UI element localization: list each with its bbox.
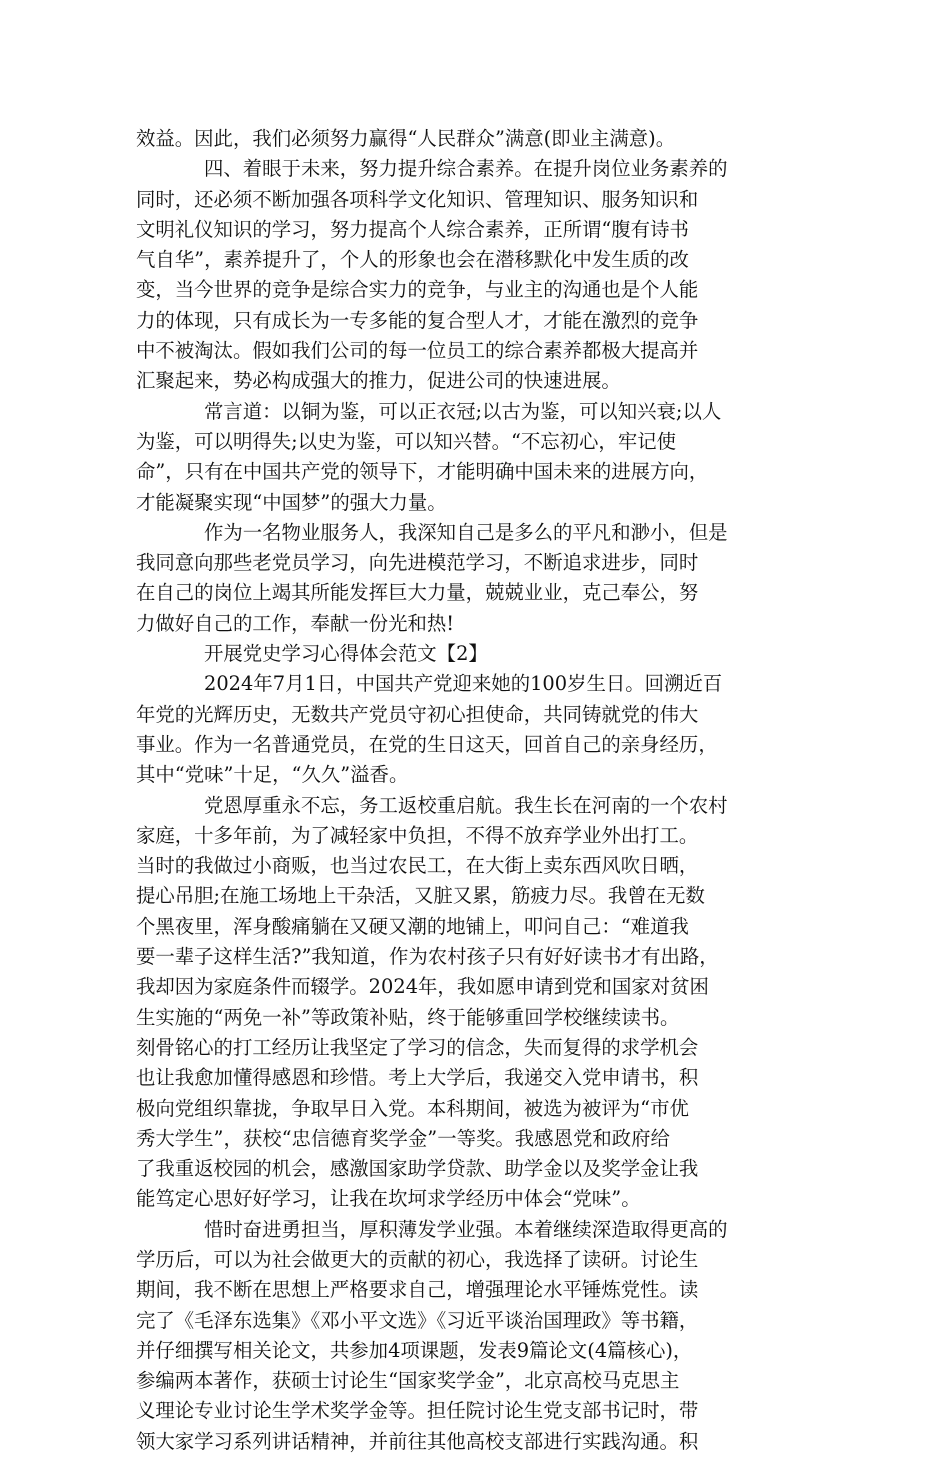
- text-line: 刻骨铭心的打工经历让我坚定了学习的信念，失而复得的求学机会: [136, 1035, 699, 1059]
- text-line: 其中“党味”十足，“久久”溢香。: [136, 763, 409, 787]
- text-line: 了我重返校园的机会，感激国家助学贷款、助学金以及奖学金让我: [136, 1157, 699, 1181]
- text-line: 能笃定心思好好学习，让我在坎坷求学经历中体会“党味”。: [136, 1187, 641, 1211]
- text-line: 才能凝聚实现“中国梦”的强大力量。: [136, 490, 447, 514]
- text-line: 也让我愈加懂得感恩和珍惜。考上大学后，我递交入党申请书，积: [136, 1066, 699, 1090]
- text-line: 提心吊胆;在施工场地上干杂活，又脏又累，筋疲力尽。我曾在无数: [136, 884, 705, 908]
- text-line: 作为一名物业服务人，我深知自己是多么的平凡和渺小，但是: [204, 520, 728, 544]
- text-line: 力做好自己的工作，奉献一份光和热!: [136, 611, 455, 635]
- text-line: 效益。因此，我们必须努力赢得“人民群众”满意(即业主满意)。: [136, 127, 676, 150]
- text-line: 力的体现，只有成长为一专多能的复合型人才，才能在激烈的竞争: [136, 308, 699, 332]
- text-line: 文明礼仪知识的学习，努力提高个人综合素养，正所谓“腹有诗书: [136, 217, 689, 241]
- text-line: 义理论专业讨论生学术奖学金等。担任院讨论生党支部书记时，带: [136, 1399, 699, 1423]
- text-line: 四、着眼于未来，努力提升综合素养。在提升岗位业务素养的: [204, 157, 728, 181]
- text-line: 参编两本著作，获硕士讨论生“国家奖学金”，北京高校马克思主: [136, 1369, 680, 1393]
- text-line: 生实施的“两免一补”等政策补贴，终于能够重回学校继续读书。: [136, 1005, 680, 1029]
- text-line: 同时，还必须不断加强各项科学文化知识、管理知识、服务知识和: [136, 187, 699, 211]
- text-line: 事业。作为一名普通党员，在党的生日这天，回首自己的亲身经历，: [136, 732, 718, 756]
- text-line: 常言道：以铜为鉴，可以正衣冠;以古为鉴，可以知兴衰;以人: [204, 399, 722, 423]
- text-line: 学历后，可以为社会做更大的贡献的初心，我选择了读研。讨论生: [136, 1247, 699, 1271]
- text-line: 极向党组织靠拢，争取早日入党。本科期间，被选为被评为“市优: [136, 1096, 689, 1120]
- text-line: 变，当今世界的竞争是综合实力的竞争，与业主的沟通也是个人能: [136, 278, 699, 302]
- text-line: 个黑夜里，浑身酸痛躺在又硬又潮的地铺上，叩问自己：“难道我: [136, 914, 689, 938]
- text-line: 我同意向那些老党员学习，向先进模范学习，不断追求进步，同时: [136, 551, 699, 575]
- text-line: 命”，只有在中国共产党的领导下，才能明确中国未来的进展方向，: [136, 460, 709, 484]
- text-line: 为鉴，可以明得失;以史为鉴，可以知兴替。“不忘初心，牢记使: [136, 429, 676, 453]
- text-line: 中不被淘汰。假如我们公司的每一位员工的综合素养都极大提高并: [136, 339, 699, 363]
- text-line: 要一辈子这样生活?”我知道，作为农村孩子只有好好读书才有出路，: [136, 945, 719, 969]
- text-line: 惜时奋进勇担当，厚积薄发学业强。本着继续深造取得更高的: [204, 1217, 728, 1241]
- text-line: 完了《毛泽东选集》《邓小平文选》《习近平谈治国理政》等书籍，: [136, 1308, 699, 1332]
- text-line: 期间，我不断在思想上严格要求自己，增强理论水平锤炼党性。读: [136, 1278, 699, 1302]
- text-line: 我却因为家庭条件而辍学。2024年，我如愿申请到党和国家对贫困: [136, 975, 709, 999]
- text-line: 年党的光辉历史，无数共产党员守初心担使命，共同铸就党的伟大: [136, 702, 699, 726]
- text-line: 2024年7月1日，中国共产党迎来她的100岁生日。回溯近百: [204, 672, 723, 696]
- text-line: 领大家学习系列讲话精神，并前往其他高校支部进行实践沟通。积: [136, 1429, 699, 1453]
- document-page: [136, 124, 812, 1457]
- text-line: 在自己的岗位上竭其所能发挥巨大力量，兢兢业业，克己奉公，努: [136, 581, 699, 605]
- text-line: 秀大学生”，获校“忠信德育奖学金”一等奖。我感恩党和政府给: [136, 1126, 670, 1150]
- text-line: 并仔细撰写相关论文，共参加4项课题，发表9篇论文(4篇核心)，: [136, 1338, 693, 1362]
- text-line: 党恩厚重永不忘，务工返校重启航。我生长在河南的一个农村: [204, 793, 728, 817]
- text-line: 开展党史学习心得体会范文【2】: [204, 642, 488, 666]
- text-line: 气自华”，素养提升了，个人的形象也会在潜移默化中发生质的改: [136, 248, 689, 272]
- text-line: 家庭，十多年前，为了减轻家中负担，不得不放弃学业外出打工。: [136, 823, 699, 847]
- text-line: 汇聚起来，势必构成强大的推力，促进公司的快速进展。: [136, 369, 621, 393]
- text-line: 当时的我做过小商贩，也当过农民工，在大街上卖东西风吹日晒，: [136, 854, 699, 878]
